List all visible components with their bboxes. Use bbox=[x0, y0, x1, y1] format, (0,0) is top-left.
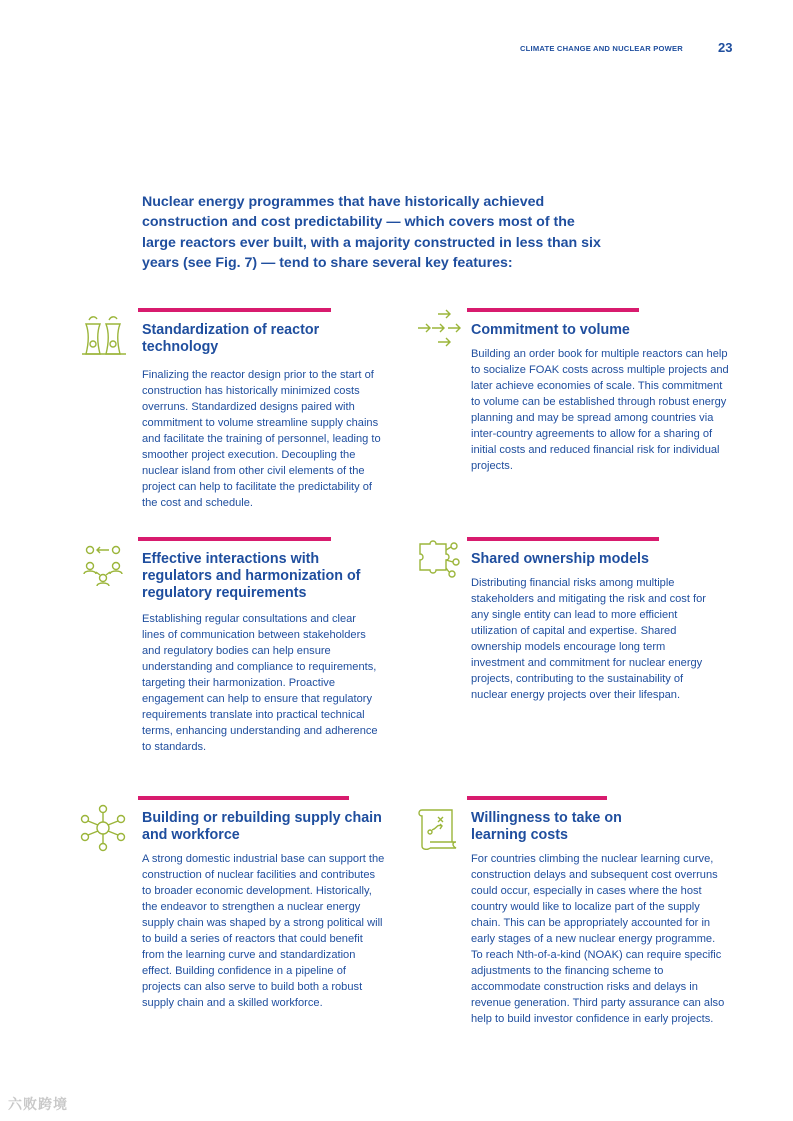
feature-body: Distributing financial risks among multiple stakeholders and mitigating the risk and cost for any single entity can lead to more efficient utilization of capital and expertise. Shared ownership models encourage long term investment and commitment for nuclear energy projects, contributing to the sustainability of nuclear energy projects over their lifespan. bbox=[471, 577, 706, 701]
intro-paragraph: Nuclear energy programmes that have historically achieved construction and cost predictability — which covers most of the large reactors ever built, with a majority constructed in less than six years (see Fig. 7) — tend to share several key features: bbox=[142, 194, 601, 271]
people-exchange-icon bbox=[80, 544, 128, 588]
puzzle-network-icon bbox=[414, 536, 462, 580]
page-number: 23 bbox=[718, 40, 733, 55]
arrows-forward-icon bbox=[416, 306, 464, 350]
section-rule bbox=[138, 796, 349, 800]
feature-title: Standardization of reactor technology bbox=[142, 322, 320, 355]
feature-shared-ownership bbox=[467, 537, 729, 703]
feature-body: A strong domestic industrial base can support the construction of nuclear facilities and contributes to broader economic development. Historically, the endeavor to strengthen a nuclear energy supply chain was shaped by a strong political will to build a series of reactors that could benefit from the learning curve and standardization effect. Building confidence in a pipeline of projects can also serve to build both a robust supply chain and a skilled workforce. bbox=[142, 853, 385, 1009]
feature-supply-chain bbox=[138, 796, 386, 1011]
feature-learning-costs bbox=[467, 796, 729, 1027]
watermark-logo: 六败跨境 bbox=[8, 1096, 68, 1112]
feature-title: Willingness to take on learning costs bbox=[471, 810, 622, 843]
feature-body: Finalizing the reactor design prior to the start of construction has historically minimized costs overruns. Standardized designs paired with commitment to volume streamline supply chains and facilitate the training of personnel, leading to smoother project execution. Decoupling the nuclear island from other civil elements of the project can help to facilitate the predictability of the cost and schedule. bbox=[142, 369, 381, 509]
feature-body: Establishing regular consultations and clear lines of communication between stakeholders and regulatory bodies can help ensure understanding and compliance to requirements, targeting their harmonization. Proactive engagement can help to ensure that regulatory requirements translate into practical technical terms, enhancing understanding and adherence to standards. bbox=[142, 613, 378, 753]
cooling-towers-icon bbox=[80, 310, 128, 356]
feature-body: For countries climbing the nuclear learning curve, construction delays and subsequent cost overruns could occur, especially in cases where the host country would like to localize part of the supply chain. This can be appropriately accounted for in early stages of a new nuclear energy programme. To reach Nth-of-a-kind (NOAK) can require specific adjustments to the financing scheme to accommodate construction risks and delays in revenue generation. Third party assurance can also help to build investor confidence in early projects. bbox=[471, 853, 725, 1025]
feature-regulators bbox=[138, 537, 386, 755]
section-rule bbox=[467, 537, 659, 541]
feature-title: Commitment to volume bbox=[471, 322, 630, 338]
running-header: CLIMATE CHANGE AND NUCLEAR POWER bbox=[520, 44, 683, 53]
feature-title: Effective interactions with regulators and harmonization of regulatory requirements bbox=[142, 551, 361, 601]
section-rule bbox=[138, 308, 331, 312]
hub-network-icon bbox=[80, 804, 126, 852]
feature-title: Building or rebuilding supply chain and workforce bbox=[142, 810, 382, 843]
strategy-scroll-icon bbox=[414, 806, 460, 852]
feature-title: Shared ownership models bbox=[471, 551, 649, 567]
section-rule bbox=[467, 796, 607, 800]
feature-body: Building an order book for multiple reactors can help to socialize FOAK costs across multiple projects and later achieve economies of scale. This commitment to volume can be established through robust energy planning and may be spread among countries via inter-country agreements to allow for a sharing of initial costs and reduced financial risk for individual projects. bbox=[471, 348, 729, 472]
feature-commitment-volume bbox=[467, 308, 729, 474]
section-rule bbox=[138, 537, 331, 541]
section-rule bbox=[467, 308, 639, 312]
feature-standardization bbox=[138, 308, 386, 511]
